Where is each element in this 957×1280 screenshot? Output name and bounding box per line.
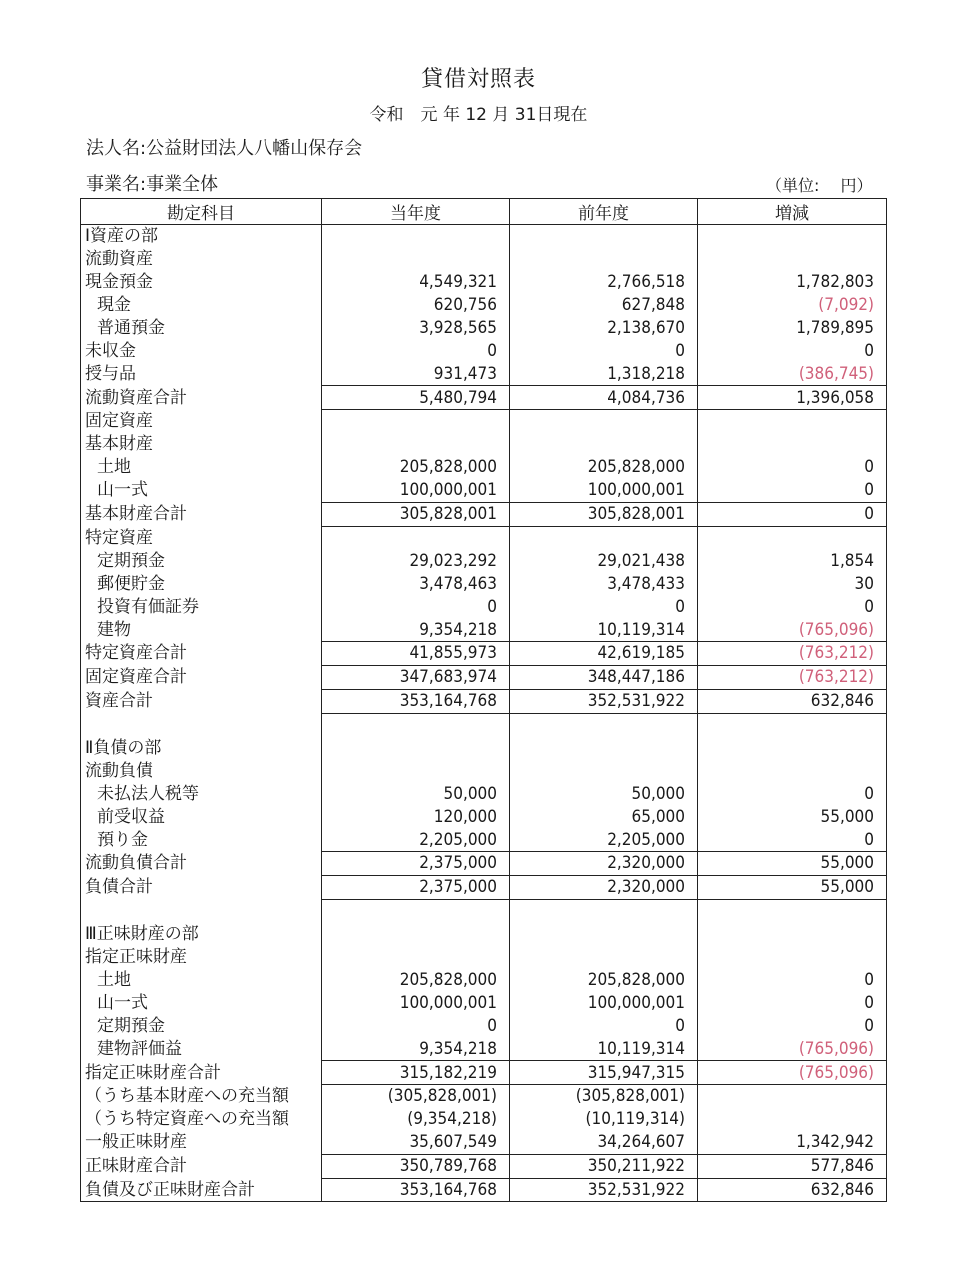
previous-year-cell: 0 (510, 1014, 698, 1037)
column-header-change: 増減 (698, 199, 887, 225)
change-cell (698, 737, 887, 760)
current-year-cell: (9,354,218) (322, 1108, 510, 1131)
change-cell: 1,342,942 (698, 1131, 887, 1154)
account-name-cell: （うち基本財産への充当額 (81, 1084, 322, 1107)
current-year-cell: 41,855,973 (322, 642, 510, 666)
previous-year-cell: 2,205,000 (510, 828, 698, 851)
current-year-cell: (305,828,001) (322, 1084, 510, 1107)
table-row (81, 294, 887, 317)
account-name-cell: 正味財産合計 (81, 1154, 322, 1178)
change-cell (698, 526, 887, 549)
previous-year-cell (510, 759, 698, 782)
change-cell: 55,000 (698, 852, 887, 876)
account-name-cell: 未払法人税等 (81, 782, 322, 805)
account-name-cell: 固定資産 (81, 410, 322, 433)
table-row (81, 317, 887, 340)
account-name-cell: （うち特定資産への充当額 (81, 1108, 322, 1131)
account-name-cell (81, 899, 322, 922)
current-year-cell: 100,000,001 (322, 991, 510, 1014)
account-name-cell: 前受収益 (81, 805, 322, 828)
previous-year-cell: 10,119,314 (510, 618, 698, 641)
previous-year-cell: (10,119,314) (510, 1108, 698, 1131)
change-cell: 0 (698, 1014, 887, 1037)
current-year-cell (322, 737, 510, 760)
account-name-cell: 現金 (81, 294, 322, 317)
account-name-cell: 負債及び正味財産合計 (81, 1178, 322, 1202)
current-year-cell: 100,000,001 (322, 479, 510, 502)
change-cell: 0 (698, 479, 887, 502)
column-header-previous-year: 前年度 (510, 199, 698, 225)
account-name-cell: 流動負債 (81, 759, 322, 782)
account-name-cell: 建物評価益 (81, 1037, 322, 1060)
table-row (81, 618, 887, 641)
previous-year-cell: 50,000 (510, 782, 698, 805)
document-title: 貸借対照表 (420, 67, 536, 92)
table-row (81, 946, 887, 969)
table-row (81, 899, 887, 922)
account-name-cell: 負債合計 (81, 875, 322, 899)
table-row (81, 875, 887, 899)
table-row (81, 595, 887, 618)
table-row (81, 572, 887, 595)
change-cell (698, 899, 887, 922)
account-name-cell: 一般正味財産 (81, 1131, 322, 1154)
account-name-cell: 流動負債合計 (81, 852, 322, 876)
table-row (81, 782, 887, 805)
previous-year-cell (510, 923, 698, 946)
table-row (81, 502, 887, 526)
change-cell: 55,000 (698, 805, 887, 828)
previous-year-cell: 205,828,000 (510, 456, 698, 479)
account-name-cell: 指定正味財産 (81, 946, 322, 969)
change-cell (698, 946, 887, 969)
change-cell: 632,846 (698, 689, 887, 713)
current-year-cell: 350,789,768 (322, 1154, 510, 1178)
previous-year-cell: 1,318,218 (510, 362, 698, 385)
current-year-cell (322, 946, 510, 969)
account-name-cell: 建物 (81, 618, 322, 641)
previous-year-cell (510, 946, 698, 969)
current-year-cell: 353,164,768 (322, 689, 510, 713)
change-cell: 0 (698, 456, 887, 479)
account-name-cell: 指定正味財産合計 (81, 1061, 322, 1085)
current-year-cell (322, 923, 510, 946)
change-cell: 1,789,895 (698, 317, 887, 340)
change-cell: 1,396,058 (698, 386, 887, 410)
account-name-cell: 土地 (81, 969, 322, 992)
current-year-cell: 315,182,219 (322, 1061, 510, 1085)
current-year-cell (322, 713, 510, 736)
change-cell: (7,092) (698, 294, 887, 317)
current-year-cell: 3,478,463 (322, 572, 510, 595)
change-cell (698, 410, 887, 433)
change-cell (698, 713, 887, 736)
change-cell: 0 (698, 502, 887, 526)
previous-year-cell: 100,000,001 (510, 991, 698, 1014)
previous-year-cell: 2,138,670 (510, 317, 698, 340)
current-year-cell: 931,473 (322, 362, 510, 385)
table-header-row (81, 199, 887, 225)
current-year-cell: 3,928,565 (322, 317, 510, 340)
table-row (81, 969, 887, 992)
previous-year-cell (510, 248, 698, 271)
current-year-cell: 353,164,768 (322, 1178, 510, 1202)
current-year-cell: 0 (322, 595, 510, 618)
account-name-cell: 土地 (81, 456, 322, 479)
current-year-cell: 9,354,218 (322, 618, 510, 641)
previous-year-cell: 315,947,315 (510, 1061, 698, 1085)
table-row (81, 1154, 887, 1178)
table-row (81, 433, 887, 456)
previous-year-cell: 348,447,186 (510, 665, 698, 689)
previous-year-cell (510, 410, 698, 433)
previous-year-cell: 10,119,314 (510, 1037, 698, 1060)
current-year-cell (322, 526, 510, 549)
account-name-cell: 流動資産合計 (81, 386, 322, 410)
previous-year-cell: 2,320,000 (510, 852, 698, 876)
table-row (81, 852, 887, 876)
change-cell: (386,745) (698, 362, 887, 385)
change-cell: (763,212) (698, 665, 887, 689)
previous-year-cell: 34,264,607 (510, 1131, 698, 1154)
account-name-cell: 授与品 (81, 362, 322, 385)
current-year-cell: 205,828,000 (322, 456, 510, 479)
account-name-cell: 未収金 (81, 339, 322, 362)
previous-year-cell: 3,478,433 (510, 572, 698, 595)
account-name-cell: 投資有価証券 (81, 595, 322, 618)
current-year-cell (322, 759, 510, 782)
table-row (81, 339, 887, 362)
previous-year-cell (510, 433, 698, 456)
account-name-cell: Ⅰ資産の部 (81, 225, 322, 248)
table-row (81, 689, 887, 713)
table-row (81, 1084, 887, 1107)
table-row (81, 362, 887, 385)
table-row (81, 805, 887, 828)
previous-year-cell: 2,320,000 (510, 875, 698, 899)
account-name-cell: 郵便貯金 (81, 572, 322, 595)
current-year-cell: 5,480,794 (322, 386, 510, 410)
change-cell: (765,096) (698, 618, 887, 641)
table-row (81, 665, 887, 689)
previous-year-cell: 100,000,001 (510, 479, 698, 502)
account-name-cell: 普通預金 (81, 317, 322, 340)
previous-year-cell: (305,828,001) (510, 1084, 698, 1107)
current-year-cell (322, 248, 510, 271)
previous-year-cell: 305,828,001 (510, 502, 698, 526)
current-year-cell (322, 899, 510, 922)
change-cell: 1,854 (698, 549, 887, 572)
column-header-account: 勘定科目 (81, 199, 322, 225)
table-row (81, 1108, 887, 1131)
previous-year-cell: 4,084,736 (510, 386, 698, 410)
current-year-cell (322, 225, 510, 248)
current-year-cell: 2,205,000 (322, 828, 510, 851)
column-header-current-year: 当年度 (322, 199, 510, 225)
report-date: 令和 元 年 12 月 31日現在 (369, 105, 588, 125)
table-row (81, 1037, 887, 1060)
current-year-cell: 9,354,218 (322, 1037, 510, 1060)
corporation-name: 法人名:公益財団法人八幡山保存会 (86, 138, 363, 159)
current-year-cell: 305,828,001 (322, 502, 510, 526)
previous-year-cell (510, 899, 698, 922)
change-cell (698, 759, 887, 782)
previous-year-cell: 29,021,438 (510, 549, 698, 572)
account-name-cell: 山一式 (81, 479, 322, 502)
change-cell (698, 923, 887, 946)
current-year-cell: 205,828,000 (322, 969, 510, 992)
account-name-cell: 基本財産 (81, 433, 322, 456)
table-row (81, 456, 887, 479)
change-cell: 0 (698, 339, 887, 362)
previous-year-cell: 2,766,518 (510, 271, 698, 294)
table-row (81, 225, 887, 248)
unit-label: （単位: 円） (766, 176, 873, 195)
account-name-cell: Ⅲ正味財産の部 (81, 923, 322, 946)
previous-year-cell: 205,828,000 (510, 969, 698, 992)
previous-year-cell: 42,619,185 (510, 642, 698, 666)
change-cell: (765,096) (698, 1037, 887, 1060)
previous-year-cell: 0 (510, 595, 698, 618)
table-row (81, 991, 887, 1014)
change-cell: (765,096) (698, 1061, 887, 1085)
table-row (81, 271, 887, 294)
current-year-cell: 2,375,000 (322, 875, 510, 899)
account-name-cell: 定期預金 (81, 549, 322, 572)
account-name-cell: 資産合計 (81, 689, 322, 713)
change-cell: 632,846 (698, 1178, 887, 1202)
balance-sheet-table (80, 198, 887, 1202)
current-year-cell: 29,023,292 (322, 549, 510, 572)
account-name-cell: 特定資産合計 (81, 642, 322, 666)
previous-year-cell: 627,848 (510, 294, 698, 317)
table-row (81, 1014, 887, 1037)
table-row (81, 410, 887, 433)
current-year-cell: 50,000 (322, 782, 510, 805)
account-name-cell: 定期預金 (81, 1014, 322, 1037)
account-name-cell: 流動資産 (81, 248, 322, 271)
change-cell: 577,846 (698, 1154, 887, 1178)
previous-year-cell (510, 225, 698, 248)
previous-year-cell: 65,000 (510, 805, 698, 828)
current-year-cell (322, 433, 510, 456)
current-year-cell: 35,607,549 (322, 1131, 510, 1154)
current-year-cell (322, 410, 510, 433)
current-year-cell: 4,549,321 (322, 271, 510, 294)
table-row (81, 248, 887, 271)
table-row (81, 1061, 887, 1085)
change-cell: 0 (698, 595, 887, 618)
change-cell: 0 (698, 969, 887, 992)
business-name: 事業名:事業全体 (86, 174, 219, 195)
table-row (81, 828, 887, 851)
current-year-cell: 2,375,000 (322, 852, 510, 876)
table-row (81, 759, 887, 782)
change-cell (698, 248, 887, 271)
current-year-cell: 0 (322, 339, 510, 362)
table-row (81, 1178, 887, 1202)
account-name-cell: 現金預金 (81, 271, 322, 294)
change-cell: 1,782,803 (698, 271, 887, 294)
account-name-cell: 山一式 (81, 991, 322, 1014)
table-row (81, 713, 887, 736)
change-cell (698, 433, 887, 456)
previous-year-cell: 0 (510, 339, 698, 362)
current-year-cell: 0 (322, 1014, 510, 1037)
table-row (81, 479, 887, 502)
change-cell (698, 225, 887, 248)
previous-year-cell: 350,211,922 (510, 1154, 698, 1178)
table-row (81, 737, 887, 760)
account-name-cell: 預り金 (81, 828, 322, 851)
current-year-cell: 347,683,974 (322, 665, 510, 689)
change-cell: 0 (698, 991, 887, 1014)
change-cell: 0 (698, 782, 887, 805)
table-row (81, 923, 887, 946)
change-cell (698, 1108, 887, 1131)
previous-year-cell: 352,531,922 (510, 1178, 698, 1202)
account-name-cell (81, 713, 322, 736)
account-name-cell: 特定資産 (81, 526, 322, 549)
table-row (81, 642, 887, 666)
previous-year-cell (510, 737, 698, 760)
account-name-cell: Ⅱ負債の部 (81, 737, 322, 760)
account-name-cell: 基本財産合計 (81, 502, 322, 526)
change-cell (698, 1084, 887, 1107)
current-year-cell: 120,000 (322, 805, 510, 828)
change-cell: 30 (698, 572, 887, 595)
table-row (81, 526, 887, 549)
table-row (81, 549, 887, 572)
table-row (81, 1131, 887, 1154)
previous-year-cell (510, 713, 698, 736)
current-year-cell: 620,756 (322, 294, 510, 317)
change-cell: 55,000 (698, 875, 887, 899)
change-cell: 0 (698, 828, 887, 851)
table-row (81, 386, 887, 410)
change-cell: (763,212) (698, 642, 887, 666)
previous-year-cell: 352,531,922 (510, 689, 698, 713)
previous-year-cell (510, 526, 698, 549)
table-body (81, 225, 887, 1202)
account-name-cell: 固定資産合計 (81, 665, 322, 689)
